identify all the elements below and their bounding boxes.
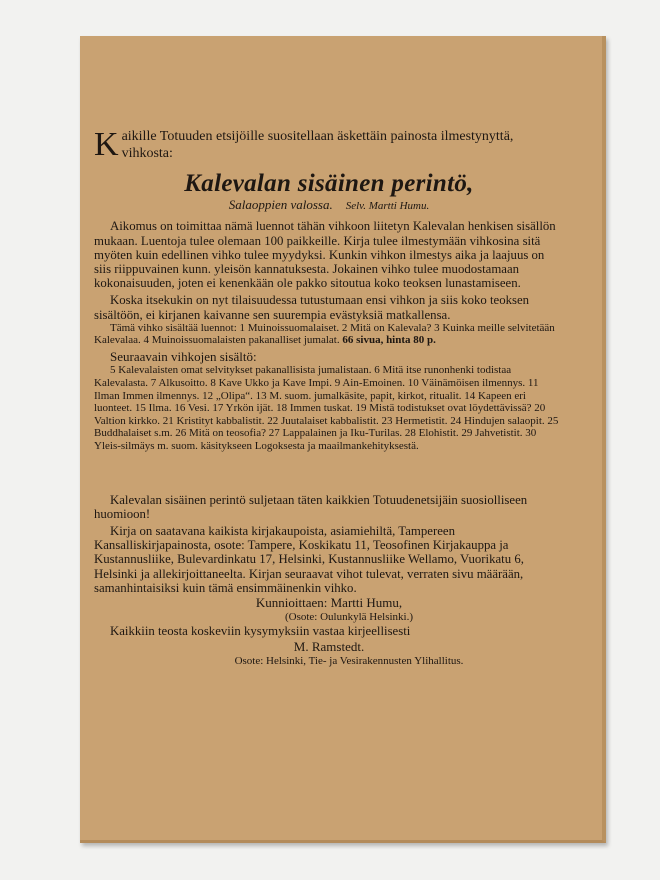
drop-cap: K <box>94 126 119 163</box>
contents-this-booklet <box>94 322 564 347</box>
intro-text: aikille Totuuden etsijöille suositellaan äskettäin painosta ilmestynyttä, vihkosta: <box>121 129 514 161</box>
signature-ramstedt-address: Osote: Helsinki, Tie- ja Vesirakennusten Ylihallitus. <box>234 654 464 667</box>
book-subtitle <box>94 198 564 213</box>
intro-block <box>94 128 564 162</box>
paragraph-2: Koska itsekukin on nyt tilaisuudessa tutustumaan ensi vihkon ja siis koko teoksen sisältöön, ei kirjanen kaivanne sen suurempia evästyksiä matkallensa. <box>94 293 530 322</box>
editor-text: Selv. Martti Humu. <box>345 200 430 212</box>
signature-humu-address: (Osote: Oulunkylä Helsinki.) <box>284 611 413 623</box>
signature-humu: Kunnioittaen: Martti Humu, <box>255 595 403 610</box>
signature-ramstedt: M. Ramstedt. <box>293 638 365 654</box>
paragraph-7: Kaikkiin teosta koskeviin kysymyksiin vastaa kirjeellisesti <box>110 624 411 639</box>
document-page <box>94 128 564 668</box>
paragraph-6: Kirja on saatavana kaikista kirjakaupoista, asiamiehiltä, Tampereen Kansalliskirjapainosta, osote: Tampere, Koskikatu 11, Teosofinen Kirjakauppa ja Kustannusliike, Bulevardinkatu 17, Helsinki, Kustannusliike Wellamo, Vuorikatu 6, Helsinki ja allekirjoittaneelta. Kirjan seuraavat vihot tulevat, verraten sivu määrään, samanhintaisiksi kuin tämä ensimmäinenkin vihko. <box>94 523 524 595</box>
contents-text: Tämä vihko sisältää luennot: 1 Muinoissuomalaiset. 2 Mitä on Kalevala? 3 Kuinka meille selvitetään Kalevalaa. 4 Muinoissuomalaisten pakanalliset jumalat. <box>94 321 555 347</box>
paragraph-1: Aikomus on toimittaa nämä luennot tähän vihkoon liitetyn Kalevalan henkisen sisällön mukaan. Luentoja tulee olemaan 100 paikkeille. Kirja tulee ilmestymään vihkosina sitä myöten kuin edellinen vihko tulee myydyksi. Kunkin vihkon ilmestys aika ja laajuus on siis riippuvainen kunn. yleisön kannatuksesta. Jokainen vihko tulee muodostamaan kokonaisuuden, joten ei kenenkään ole pakko sitoutua koko teoksen lunastamiseen. <box>94 219 556 291</box>
paragraph-5: Kalevalan sisäinen perintö suljetaan täten kaikkien Totuudenetsijäin suosiolliseen huomioon! <box>94 492 528 521</box>
book-title: Kalevalan sisäinen perintö, <box>184 170 474 197</box>
next-contents-heading: Seuraavain vihkojen sisältö: <box>110 349 257 365</box>
price-text: 66 sivua, hinta 80 p. <box>342 334 436 347</box>
next-contents-list: 5 Kalevalaisten omat selvitykset pakanallisista jumalistaan. 6 Mitä itse runonhenki todistaa Kalevalasta. 7 Alkusoitto. 8 Kave Ukko ja Kave Impi. 9 Ain-Emoinen. 10 Väinämöisen ilmennys. 11 Ilman Immen ilmennys. 12 „Olipa“. 13 M. suom. jumalkäsite, papit, kirkot, ritualit. 14 Kapeen eri luonteet. 15 Ilma. 16 Vesi. 17 Yrkön ijät. 18 Immen tuskat. 19 Mistä todistukset ovat löydettävissä? 20 Valtion kirkko. 21 Kristityt kabbalistit. 22 Juutalaiset kabbalistit. 23 Hermetistit. 24 Hindujen salaopit. 25 Buddhalaiset s.m. 26 Mitä on teosofia? 27 Lappalainen ja Iku-Turilas. 28 Elohistit. 29 Jahvetistit. 30 Yleis-silmäys m. suom. käsitykseen Logoksesta ja maailmankehityksestä. <box>94 364 559 452</box>
subtitle-text: Salaoppien valossa. <box>228 197 333 212</box>
